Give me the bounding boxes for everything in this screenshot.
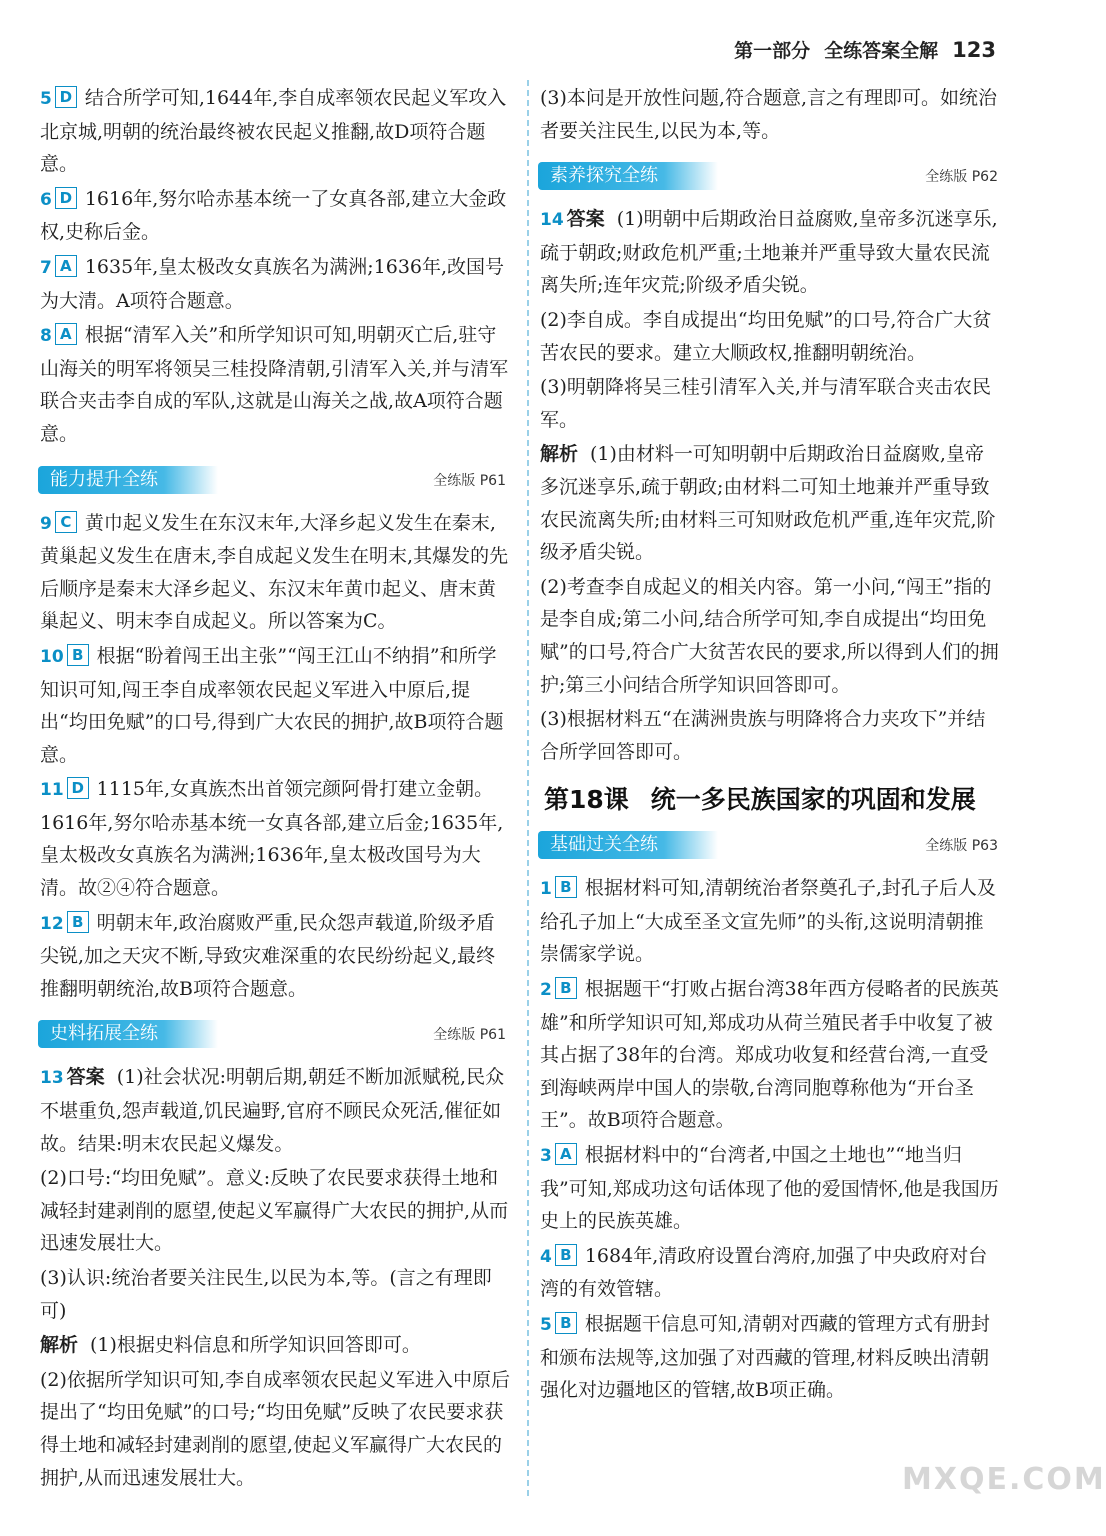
item-number: 2 [540, 980, 552, 1001]
answer-box: D [55, 187, 77, 209]
item-number: 12 [40, 913, 64, 934]
header-section: 第一部分 [734, 40, 811, 62]
section-ref: 全练版 P62 [925, 169, 998, 186]
watermark-logo: MXQE.COM [902, 1462, 1106, 1497]
answer-item [540, 973, 1002, 1137]
answer-item [540, 203, 1002, 302]
column-divider [527, 80, 529, 1496]
item-number: 1 [540, 879, 552, 900]
answer-box: A [55, 323, 77, 345]
section-title: 基础过关全练 [538, 831, 718, 859]
section-ref: 全练版 P63 [925, 838, 998, 855]
item-number: 3 [540, 1146, 552, 1167]
item-number: 7 [40, 257, 52, 278]
section-title: 史料拓展全练 [38, 1020, 218, 1048]
item-text: 结合所学可知,1644年,李自成率领农民起义军攻入北京城,明朝的统治最终被农民起义推翻,故D项符合题意。 [40, 87, 507, 176]
item-text: 1684年,清政府设置台湾府,加强了中央政府对台湾的有效管辖。 [540, 1244, 988, 1301]
page-number: 123 [952, 38, 996, 62]
answer-label: 答案 [66, 1066, 105, 1089]
answer-item [40, 1061, 510, 1160]
item-text: 根据材料中的“台湾者,中国之土地也”“地当归我”可知,郑成功这句话体现了他的爱国情怀,他是我国历史上的民族英雄。 [540, 1144, 999, 1233]
answer-item [540, 872, 1002, 971]
header-title: 全练答案全解 [824, 40, 939, 62]
explanation-label: 解析 [40, 1334, 79, 1357]
item-text: 根据“清军入关”和所学知识可知,明朝灭亡后,驻守山海关的明军将领吴三桂投降清朝,引清军入关,并与清军联合夹击李自成的军队,这就是山海关之战,故A项符合题意。 [40, 324, 509, 445]
section-banner [538, 159, 1002, 193]
item-text: 根据题干“打败占据台湾38年西方侵略者的民族英雄”和所学知识可知,郑成功从荷兰殖民者手中收复了被其占据了38年的台湾。郑成功收复和经营台湾,一直受到海峡两岸中国人的崇敬,台湾同胞尊称他为“开台圣王”。故B项符合题意。 [540, 978, 999, 1132]
item-text: (1)根据史料信息和所学知识回答即可。 [90, 1334, 421, 1357]
answer-item [540, 1139, 1002, 1238]
item-number: 8 [40, 326, 52, 347]
item-text: (3)根据材料五“在满洲贵族与明降将合力夹攻下”并结合所学回答即可。 [540, 708, 986, 763]
item-text: (2)李自成。李自成提出“均田免赋”的口号,符合广大贫苦农民的要求。建立大顺政权,推翻明朝统治。 [540, 308, 992, 364]
item-number: 5 [40, 89, 52, 109]
answer-item [40, 507, 510, 638]
section-banner [38, 463, 510, 497]
answer-box: A [555, 1143, 577, 1165]
answer-item [40, 773, 510, 904]
section-banner [38, 1017, 510, 1051]
answer-box: B [555, 1312, 577, 1334]
answer-item [40, 251, 510, 317]
item-text: 1616年,努尔哈赤基本统一了女真各部,建立大金政权,史称后金。 [40, 187, 507, 244]
explanation-label: 解析 [540, 443, 579, 466]
answer-box: A [55, 255, 77, 277]
item-number: 14 [540, 210, 564, 231]
right-column [540, 82, 1002, 1409]
item-number: 5 [540, 1315, 552, 1335]
answer-item [40, 82, 510, 181]
item-text: (2)依据所学知识可知,李自成率领农民起义军进入中原后提出了“均田免赋”的口号;“均田免赋”反映了农民要求获得土地和减轻封建剥削的愿望,使起义军赢得广大农民的拥护,从而迅速发展壮大。 [40, 1368, 510, 1489]
left-column [40, 82, 510, 1496]
answer-box: B [555, 876, 577, 898]
answer-item [540, 1240, 1002, 1306]
item-number: 9 [40, 513, 52, 534]
item-text: 1635年,皇太极改女真族名为满洲;1636年,改国号为大清。A项符合题意。 [40, 255, 505, 312]
answer-item [40, 319, 510, 450]
answer-item [40, 183, 510, 249]
item-text: 1115年,女真族杰出首领完颜阿骨打建立金朝。1616年,努尔哈赤基本统一女真各部,建立后金;1635年,皇太极改女真族名为满洲;1636年,皇太极改国号为大清。故②④符合题意。 [40, 778, 504, 900]
section-title: 能力提升全练 [38, 466, 218, 494]
answer-box: D [67, 777, 89, 799]
answer-box: B [67, 911, 89, 933]
item-text: 黄巾起义发生在东汉末年,大泽乡起义发生在秦末,黄巢起义发生在唐末,李自成起义发生在明末,其爆发的先后顺序是秦末大泽乡起义、东汉末年黄巾起义、唐末黄巢起义、明末李自成起义。所以答案为C。 [40, 511, 509, 633]
answer-label: 答案 [566, 208, 605, 231]
item-number: 10 [40, 646, 64, 667]
item-text: (1)社会状况:明朝后期,朝廷不断加派赋税,民众不堪重负,怨声载道,饥民遍野,官府不顾民众死活,催征如故。结果:明末农民起义爆发。 [40, 1066, 505, 1155]
item-text: 根据材料可知,清朝统治者祭奠孔子,封孔子后人及给孔子加上“大成至圣文宣先师”的头衔,这说明清朝推崇儒家学说。 [540, 877, 996, 966]
item-text: (1)明朝中后期政治日益腐败,皇帝多沉迷享乐,疏于朝政;财政危机严重;土地兼并严重导致大量农民流离失所;连年灾荒;阶级矛盾尖锐。 [540, 208, 998, 297]
answer-item [40, 907, 510, 1006]
item-number: 13 [40, 1068, 64, 1089]
item-number: 11 [40, 780, 64, 801]
lesson-number: 第18课 [544, 785, 629, 815]
item-text: (2)口号:“均田免赋”。意义:反映了农民要求获得土地和减轻封建剥削的愿望,使起义军赢得广大农民的拥护,从而迅速发展壮大。 [40, 1167, 509, 1255]
item-text: 根据“盼着闯王出主张”“闯王江山不纳捐”和所学知识可知,闯王李自成率领农民起义军进入中原后,提出“均田免赋”的口号,得到广大农民的拥护,故B项符合题意。 [40, 644, 504, 766]
answer-box: B [555, 977, 577, 999]
answer-item [40, 640, 510, 771]
item-number: 6 [40, 189, 52, 210]
lesson-name: 统一多民族国家的巩固和发展 [650, 785, 976, 815]
section-ref: 全练版 P61 [433, 1027, 506, 1044]
answer-box: B [555, 1244, 577, 1266]
lesson-title [544, 780, 1002, 816]
answer-box: B [67, 644, 89, 666]
item-text: (3)认识:统治者要关注民生,以民为本,等。(言之有理即可) [40, 1267, 492, 1322]
page-header [734, 36, 996, 63]
section-ref: 全练版 P61 [433, 472, 506, 489]
explanation [540, 438, 1002, 568]
answer-box: C [55, 511, 77, 533]
item-text: (2)考查李自成起义的相关内容。第一小问,“闯王”指的是李自成;第二小问,结合所学可知,李自成提出“均田免赋”的口号,符合广大贫苦农民的要求,所以得到人们的拥护;第三小问结合所学知识回答即可。 [540, 575, 999, 696]
section-banner [538, 828, 1002, 862]
section-title: 素养探究全练 [538, 162, 718, 190]
answer-box: D [55, 86, 77, 108]
item-text: 根据题干信息可知,清朝对西藏的管理方式有册封和颁布法规等,这加强了对西藏的管理,材料反映出清朝强化对边疆地区的管辖,故B项正确。 [540, 1313, 990, 1402]
item-text: (3)本问是开放性问题,符合题意,言之有理即可。如统治者要关注民生,以民为本,等。 [540, 87, 997, 142]
explanation [40, 1329, 510, 1362]
item-text: (3)明朝降将吴三桂引清军入关,并与清军联合夹击农民军。 [540, 376, 991, 431]
item-number: 4 [540, 1246, 552, 1267]
item-text: 明朝末年,政治腐败严重,民众怨声载道,阶级矛盾尖锐,加之天灾不断,导致灾难深重的农民纷纷起义,最终推翻明朝统治,故B项符合题意。 [40, 911, 496, 1000]
item-text: (1)由材料一可知明朝中后期政治日益腐败,皇帝多沉迷享乐,疏于朝政;由材料二可知土地兼并严重导致农民流离失所;由材料三可知财政危机严重,连年灾荒,阶级矛盾尖锐。 [540, 443, 996, 564]
answer-item [540, 1308, 1002, 1407]
